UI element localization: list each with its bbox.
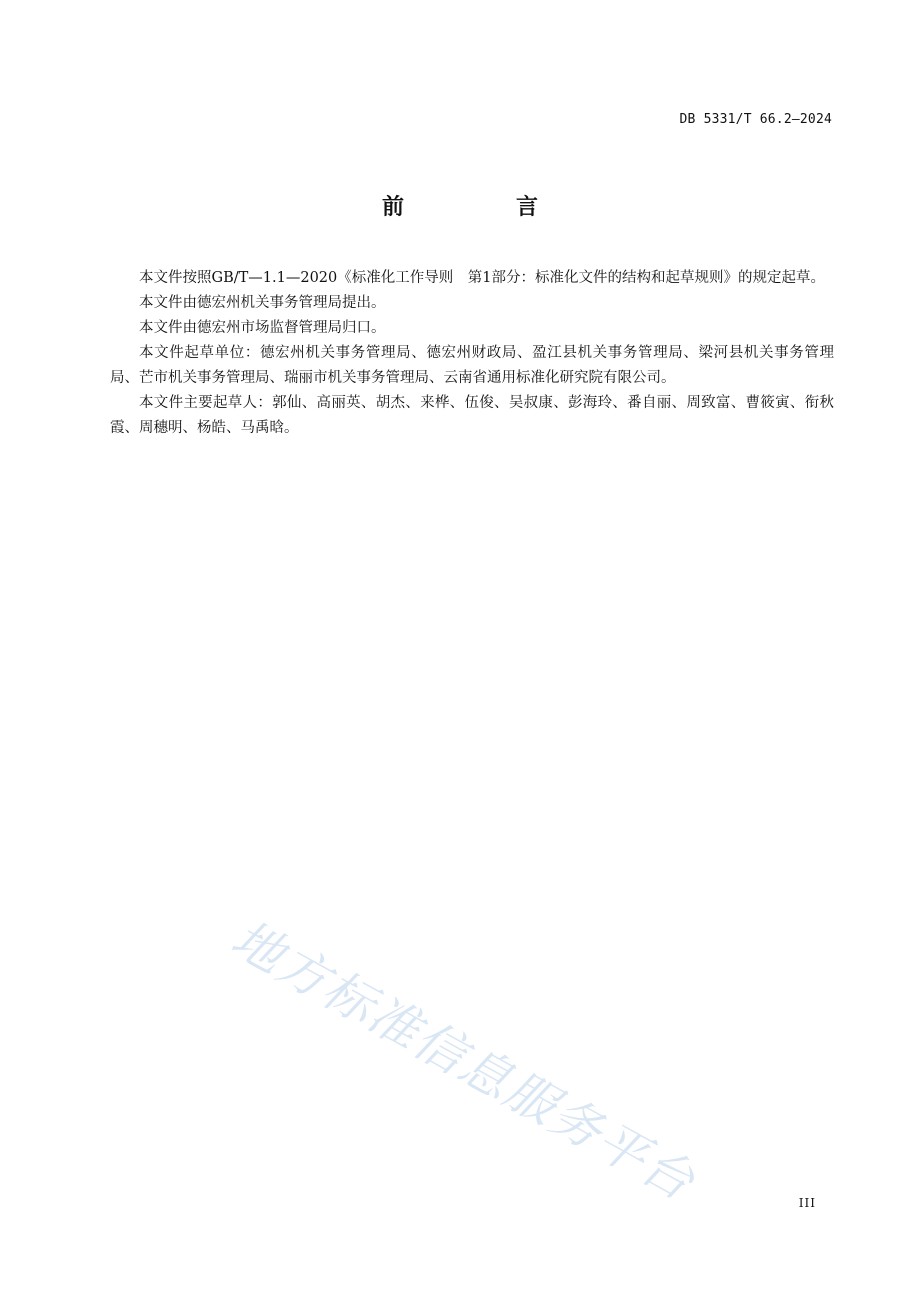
foreword-body (110, 266, 834, 441)
paragraph-centralized-by: 本文件由德宏州市场监督管理局归口。 (139, 320, 386, 336)
paragraph-drafting-basis: 本文件按照GB/T—1.1—2020《标准化工作导则 第1部分：标准化文件的结构和起草规则》的规定起草。 (139, 270, 825, 286)
page-title: 前 言 (381, 195, 583, 220)
paragraph-drafting-units: 本文件起草单位：德宏州机关事务管理局、德宏州财政局、盈江县机关事务管理局、梁河县机关事务管理局、芒市机关事务管理局、瑞丽市机关事务管理局、云南省通用标准化研究院有限公司。 (110, 345, 834, 386)
paragraph-proposer: 本文件由德宏州机关事务管理局提出。 (139, 295, 386, 311)
watermark: 地方标准信息服务平台 (222, 909, 705, 1212)
paragraph-drafters: 本文件主要起草人：郭仙、高丽英、胡杰、来桦、伍俊、吴叔康、彭海玲、番自丽、周致富、曹筱寅、衔秋霞、周穗明、杨皓、马禹晗。 (110, 395, 834, 436)
page-number: III (798, 1196, 816, 1210)
document-code: DB 5331/T 66.2—2024 (679, 112, 832, 127)
